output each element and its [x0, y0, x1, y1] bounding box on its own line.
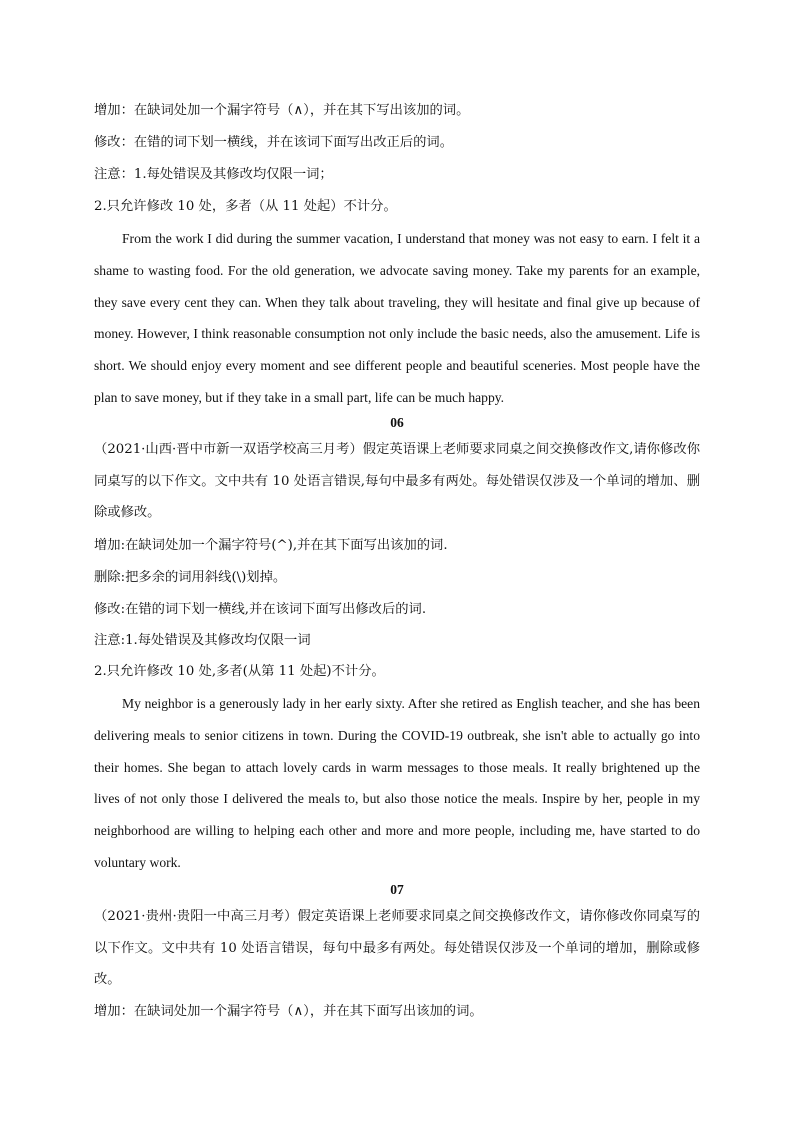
rule-add-07: 增加：在缺词处加一个漏字符号（∧），并在其下面写出该加的词。	[94, 1004, 483, 1019]
passage-1: From the work I did during the summer vacation, I understand that money was not easy to earn. I felt it a shame to wasting food. For the old generation, we advocate saving money. Take my parents for an example, they save every cent they can. When they talk about traveling, they will hesitate and final give up because of money. However, I think reasonable consumption not only include the basic needs, also the amusement. Life is short. We should enjoy every moment and see different people and beautiful sceneries. Most people have the plan to save money, but if they take in a small part, life can be much happy.	[94, 231, 700, 405]
rule-modify: 修改：在错的词下划一横线，并在该词下面写出改正后的词。	[94, 135, 454, 150]
rule-modify-06: 修改:在错的词下划一横线,并在该词下面写出修改后的词.	[94, 602, 427, 617]
note-1: 注意：1.每处错误及其修改均仅限一词；	[94, 167, 333, 182]
note-2: 2.只允许修改 10 处，多者（从 11 处起）不计分。	[94, 199, 397, 214]
note-1-06: 注意:1.每处错误及其修改均仅限一词	[94, 633, 311, 648]
rule-delete-06: 删除:把多余的词用斜线(\)划掉。	[94, 570, 287, 585]
question-number-07: 07	[390, 882, 404, 897]
rule-add-06: 增加:在缺词处加一个漏字符号(^),并在其下面写出该加的词.	[94, 538, 448, 553]
passage-06: My neighbor is a generously lady in her early sixty. After she retired as English teacher, and she has been delivering meals to senior citizens in town. During the COVID-19 outbreak, she isn't able to actually go into their homes. She began to attach lovely cards in warm messages to those meals. It really brightened up the lives of not only those I delivered the meals to, but also those notice the meals. Inspire by her, people in my neighborhood are willing to helping each other and more and more people, including me, have started to do voluntary work.	[94, 696, 700, 870]
note-2-06: 2.只允许修改 10 处,多者(从第 11 处起)不计分。	[94, 664, 385, 679]
question-number-06: 06	[390, 415, 404, 430]
question-intro-07: （2021·贵州·贵阳一中高三月考）假定英语课上老师要求同桌之间交换修改作文，请你修改你同桌写的以下作文。文中共有 10 处语言错误，每句中最多有两处。每处错误仅涉及一个单词的增加，删除或修改。	[94, 909, 700, 987]
question-intro-06: （2021·山西·晋中市新一双语学校高三月考）假定英语课上老师要求同桌之间交换修改作文,请你修改你同桌写的以下作文。文中共有 10 处语言错误,每句中最多有两处。每处错误仅涉及一个单词的增加、删除或修改。	[94, 442, 700, 520]
rule-add: 增加：在缺词处加一个漏字符号（∧），并在其下写出该加的词。	[94, 103, 470, 118]
